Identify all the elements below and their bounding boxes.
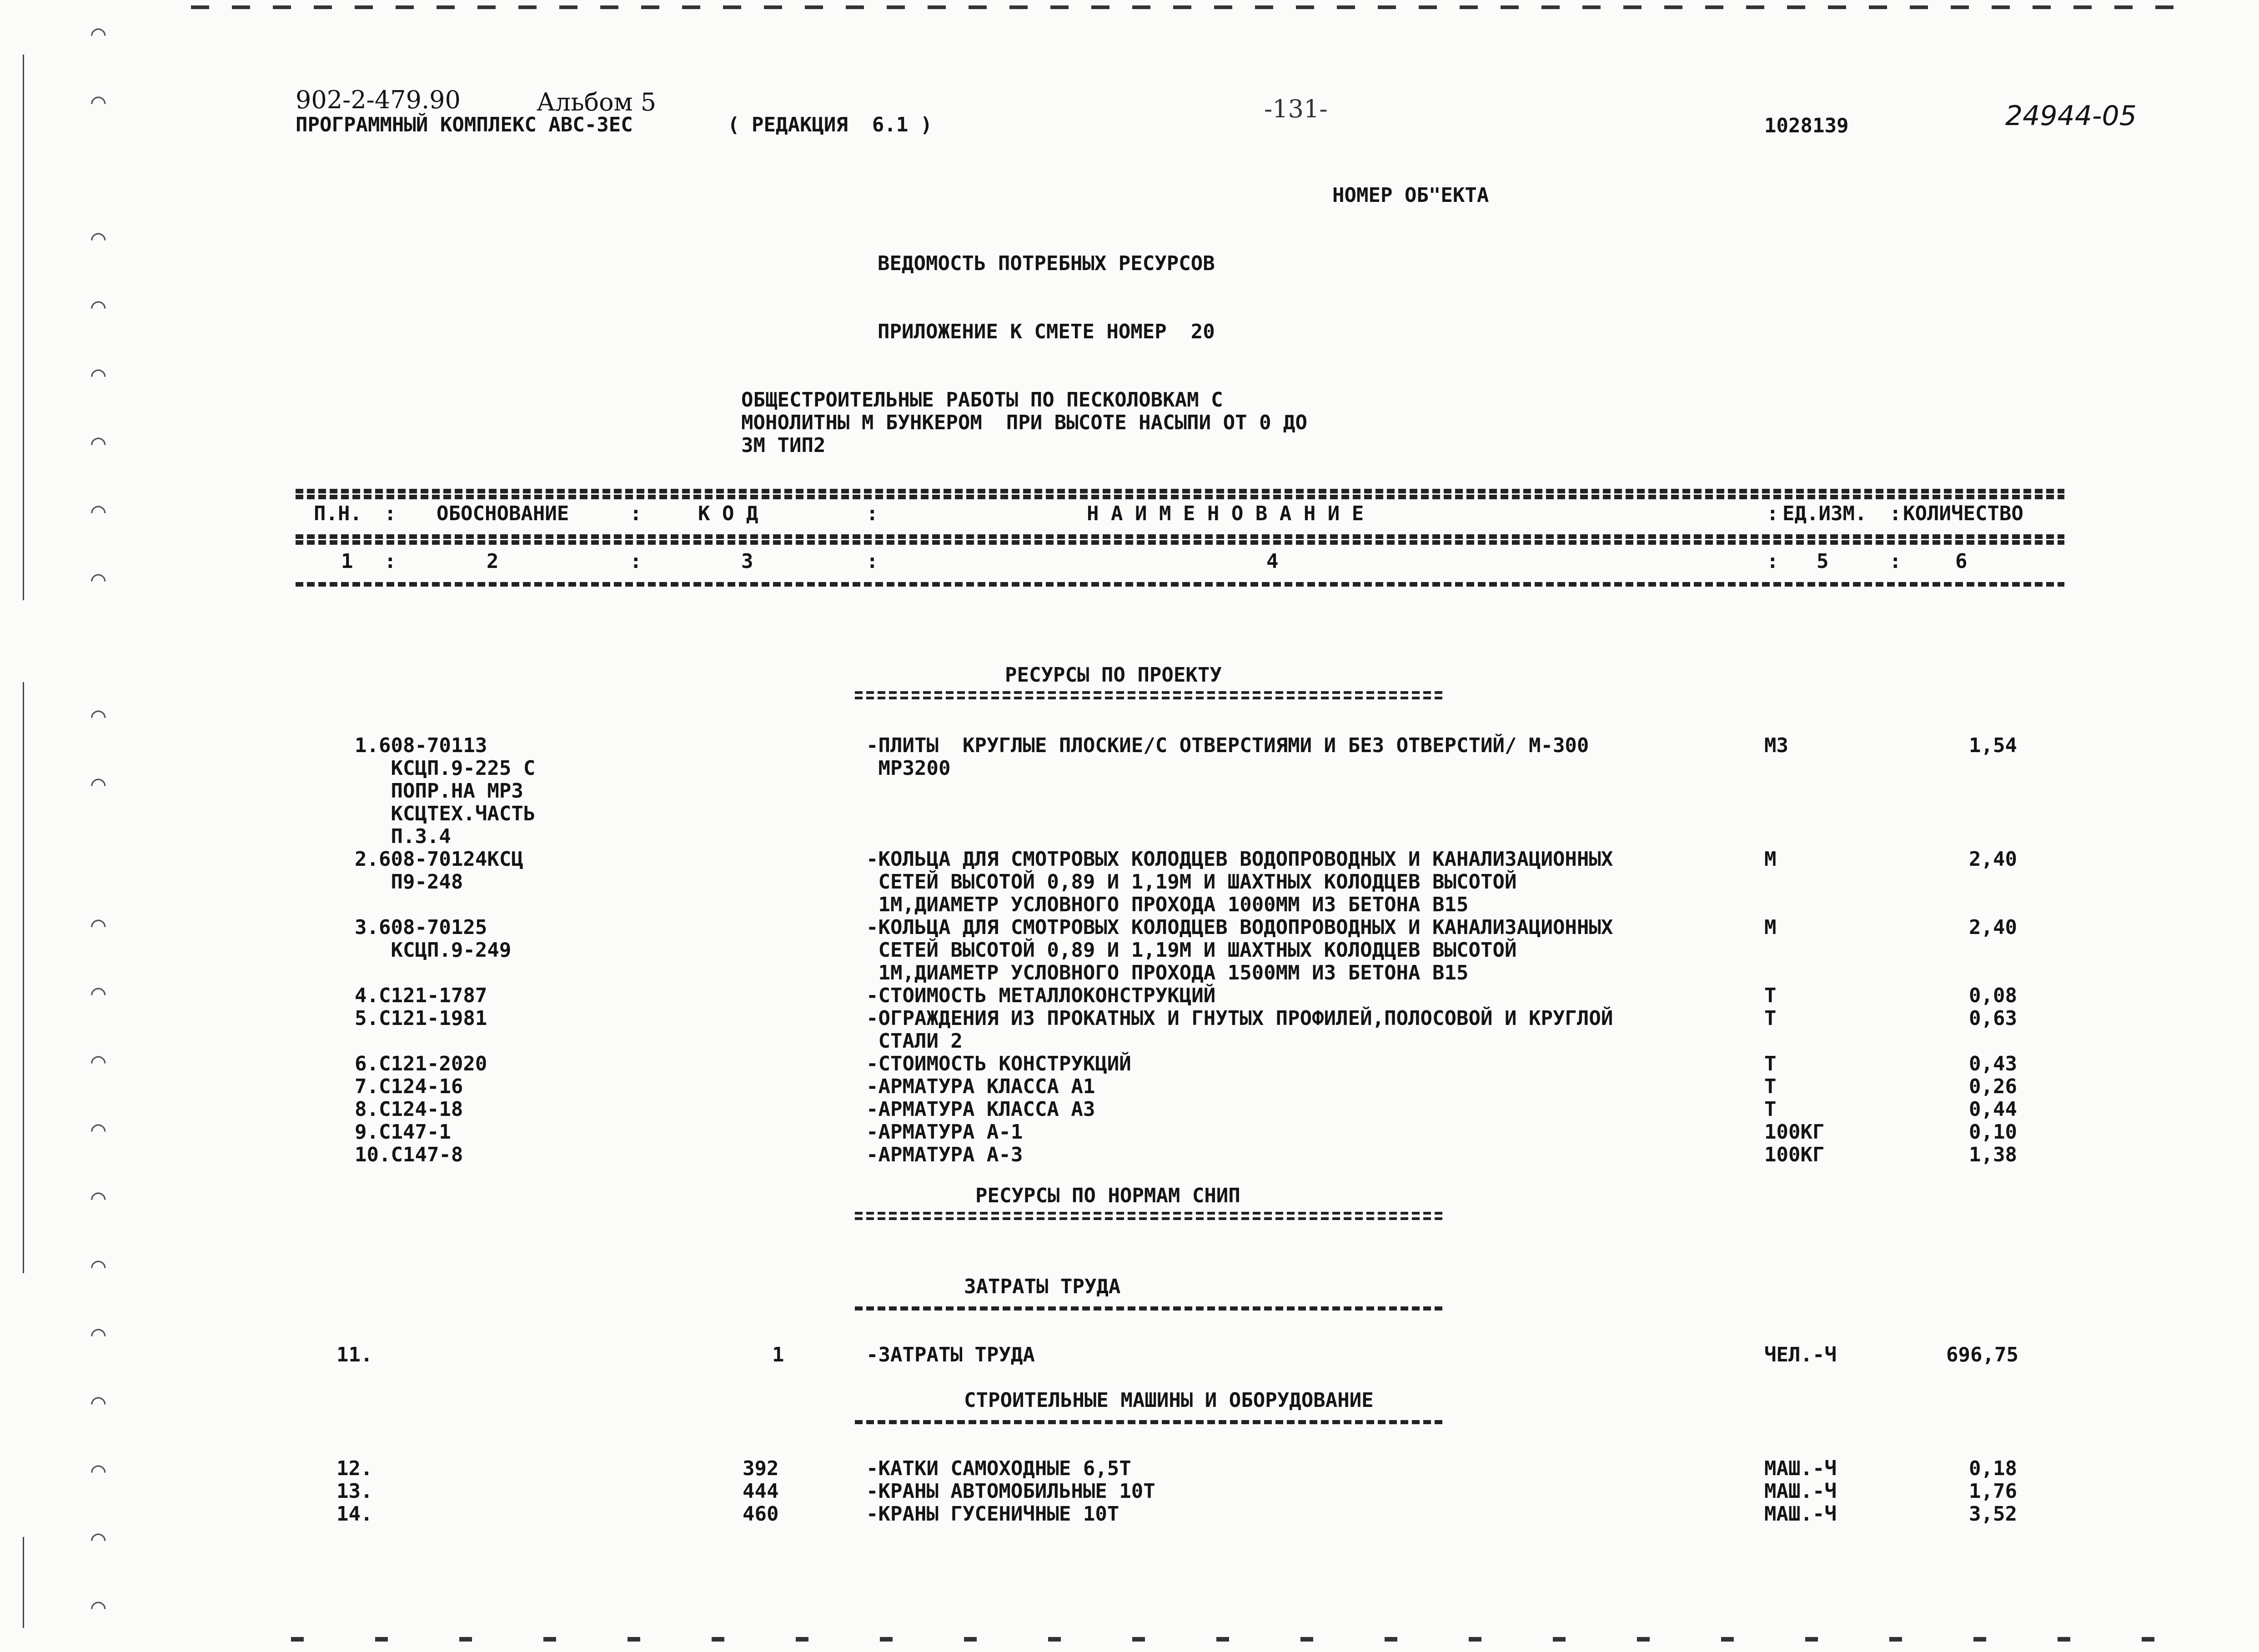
row-code: 392 (743, 1457, 779, 1480)
row-basis: 14. (336, 1502, 373, 1526)
section-underline (855, 1212, 1446, 1220)
col-separator: : (1767, 502, 1779, 525)
work-title-line: МОНОЛИТНЫ М БУНКЕРОМ ПРИ ВЫСОТЕ НАСЫПИ ОТ 0 ДО (741, 411, 1308, 434)
col-separator: : (384, 550, 397, 573)
row-basis: КСЦТЕХ.ЧАСТЬ (355, 802, 536, 825)
row-qty: 1,54 (1969, 734, 2017, 757)
row-basis: 7.С124-16 (355, 1075, 463, 1098)
row-qty: 0,18 (1969, 1457, 2017, 1480)
row-qty: 0,08 (1969, 984, 2017, 1007)
scan-edge-left-lower (23, 682, 24, 1273)
object-number-label: НОМЕР ОБ"ЕКТА (1332, 184, 1489, 207)
row-name: -СТОИМОСТЬ МЕТАЛЛОКОНСТРУКЦИЙ (866, 984, 1216, 1007)
row-basis: 11. (336, 1343, 373, 1366)
row-basis: П9-248 (355, 870, 463, 894)
row-basis: П.3.4 (355, 825, 451, 848)
col-header-code: К О Д (698, 502, 758, 525)
row-basis: 2.608-70124КСЦ (355, 848, 523, 871)
table-rule (296, 534, 2064, 539)
col-number: 6 (1955, 550, 1968, 573)
row-unit: Т (1764, 1052, 1777, 1075)
row-name: -ПЛИТЫ КРУГЛЫЕ ПЛОСКИЕ/С ОТВЕРСТИЯМИ И БЕЗ ОТВЕРСТИЙ/ М-300 (866, 734, 1589, 757)
col-separator: : (1767, 550, 1779, 573)
row-basis: КСЦП.9-225 С (355, 757, 536, 780)
page-stamp: -131- (1264, 95, 1328, 123)
binding-mark: ⌒ (91, 291, 106, 320)
binding-mark: ⌒ (91, 1592, 106, 1620)
section-title-labor: ЗАТРАТЫ ТРУДА (964, 1275, 1121, 1298)
row-basis: КСЦП.9-249 (355, 939, 512, 962)
row-unit: Т (1764, 1007, 1777, 1030)
row-name: -КОЛЬЦА ДЛЯ СМОТРОВЫХ КОЛОДЦЕВ ВОДОПРОВОДНЫХ И КАНАЛИЗАЦИОННЫХ (866, 848, 1613, 871)
binding-mark: ⌒ (91, 1319, 106, 1347)
binding-mark: ⌒ (91, 978, 106, 1006)
row-name: -АРМАТУРА А-3 (866, 1143, 1023, 1166)
row-code: 444 (743, 1480, 779, 1503)
row-name: -ОГРАЖДЕНИЯ ИЗ ПРОКАТНЫХ И ГНУТЫХ ПРОФИЛЕЙ,ПОЛОСОВОЙ И КРУГЛОЙ (866, 1007, 1613, 1030)
row-basis: 6.С121-2020 (355, 1052, 487, 1075)
col-separator: : (866, 550, 878, 573)
row-basis: 13. (336, 1480, 373, 1503)
row-basis: 10.С147-8 (355, 1143, 463, 1166)
row-qty: 0,43 (1969, 1052, 2017, 1075)
section-underline (855, 1306, 1446, 1311)
binding-mark: ⌒ (91, 1523, 106, 1552)
col-separator: : (630, 502, 642, 525)
row-name: -КОЛЬЦА ДЛЯ СМОТРОВЫХ КОЛОДЦЕВ ВОДОПРОВОДНЫХ И КАНАЛИЗАЦИОННЫХ (866, 916, 1613, 939)
row-name: СТАЛИ 2 (866, 1029, 963, 1053)
row-unit: МАШ.-Ч (1764, 1457, 1837, 1480)
col-separator: : (1889, 502, 1902, 525)
scan-edge-left (23, 55, 24, 600)
col-separator: : (384, 502, 397, 525)
col-header-name: Н А И М Е Н О В А Н И Е (1087, 502, 1364, 525)
table-rule (296, 540, 2064, 545)
col-separator: : (1889, 550, 1902, 573)
section-title-project: РЕСУРСЫ ПО ПРОЕКТУ (1005, 663, 1222, 687)
binding-mark: ⌒ (91, 1387, 106, 1416)
row-basis: 4.С121-1787 (355, 984, 487, 1007)
row-qty: 1,76 (1969, 1480, 2017, 1503)
binding-mark: ⌒ (91, 1182, 106, 1211)
row-name: 1М,ДИАМЕТР УСЛОВНОГО ПРОХОДА 1000ММ ИЗ БЕТОНА В15 (866, 893, 1469, 916)
row-unit: Т (1764, 984, 1777, 1007)
row-code: 1 (772, 1343, 784, 1366)
section-title-machines: СТРОИТЕЛЬНЫЕ МАШИНЫ И ОБОРУДОВАНИЕ (964, 1389, 1374, 1412)
album-code: 902-2-479.90 (296, 85, 461, 114)
table-rule (296, 582, 2064, 587)
annex-title: ПРИЛОЖЕНИЕ К СМЕТЕ НОМЕР 20 (878, 320, 1215, 343)
table-rule (296, 495, 2064, 499)
row-unit: 100КГ (1764, 1120, 1825, 1144)
row-name: -КРАНЫ АВТОМОБИЛЬНЫЕ 10Т (866, 1480, 1155, 1503)
col-header-pn: П.Н. (314, 502, 362, 525)
row-name: -АРМАТУРА А-1 (866, 1120, 1023, 1144)
section-title-norms: РЕСУРСЫ ПО НОРМАМ СНИП (975, 1184, 1240, 1207)
binding-mark: ⌒ (91, 86, 106, 115)
row-qty: 3,52 (1969, 1502, 2017, 1526)
col-separator: : (630, 550, 642, 573)
row-qty: 2,40 (1969, 848, 2017, 871)
row-qty: 0,10 (1969, 1120, 2017, 1144)
binding-mark: ⌒ (91, 700, 106, 729)
row-name: -КАТКИ САМОХОДНЫЕ 6,5Т (866, 1457, 1131, 1480)
row-qty: 0,26 (1969, 1075, 2017, 1098)
table-rule (296, 489, 2064, 493)
binding-mark: ⌒ (91, 1455, 106, 1484)
row-name: МР3200 (866, 757, 951, 780)
binding-mark: ⌒ (91, 909, 106, 938)
binding-mark: ⌒ (91, 768, 106, 797)
program-name: ПРОГРАММНЫЙ КОМПЛЕКС АВС-3ЕС (296, 113, 633, 136)
row-name: -АРМАТУРА КЛАССА А1 (866, 1075, 1095, 1098)
scan-edge-bottom (291, 1637, 2155, 1642)
row-qty: 0,63 (1969, 1007, 2017, 1030)
row-basis: 5.С121-1981 (355, 1007, 487, 1030)
row-basis: 12. (336, 1457, 373, 1480)
col-header-unit: ЕД.ИЗМ. (1782, 502, 1867, 525)
row-unit: ЧЕЛ.-Ч (1764, 1343, 1837, 1366)
col-number: 1 (341, 550, 353, 573)
inventory-number: 24944-05 (2005, 100, 2137, 132)
doc-number: 1028139 (1764, 114, 1849, 137)
col-separator: : (866, 502, 878, 525)
row-qty: 0,44 (1969, 1098, 2017, 1121)
col-header-basis: ОБОСНОВАНИЕ (437, 502, 569, 525)
col-header-qty: КОЛИЧЕСТВО (1903, 502, 2023, 525)
row-unit: М3 (1764, 734, 1788, 757)
binding-mark: ⌒ (91, 18, 106, 47)
row-qty: 696,75 (1946, 1343, 2018, 1366)
binding-mark: ⌒ (91, 1114, 106, 1143)
row-qty: 1,38 (1969, 1143, 2017, 1166)
row-name: -КРАНЫ ГУСЕНИЧНЫЕ 10Т (866, 1502, 1119, 1526)
scan-edge-left-bottom (23, 1537, 24, 1628)
row-name: 1М,ДИАМЕТР УСЛОВНОГО ПРОХОДА 1500ММ ИЗ БЕТОНА В15 (866, 961, 1469, 984)
row-unit: Т (1764, 1098, 1777, 1121)
row-unit: МАШ.-Ч (1764, 1480, 1837, 1503)
row-unit: М (1764, 848, 1777, 871)
row-name: -ЗАТРАТЫ ТРУДА (866, 1343, 1035, 1366)
col-number: 3 (741, 550, 753, 573)
row-basis: 9.С147-1 (355, 1120, 451, 1144)
scan-edge-top (191, 5, 2192, 9)
row-basis: ПОПР.НА МР3 (355, 779, 523, 803)
album-name: Альбом 5 (537, 88, 657, 116)
binding-mark: ⌒ (91, 564, 106, 593)
row-basis: 1.608-70113 (355, 734, 487, 757)
work-title-line: ОБЩЕСТРОИТЕЛЬНЫЕ РАБОТЫ ПО ПЕСКОЛОВКАМ С (741, 388, 1223, 412)
work-title-line: 3М ТИП2 (741, 434, 826, 457)
binding-mark: ⌒ (91, 1250, 106, 1279)
row-unit: 100КГ (1764, 1143, 1825, 1166)
row-name: -АРМАТУРА КЛАССА А3 (866, 1098, 1095, 1121)
row-basis: 3.608-70125 (355, 916, 487, 939)
row-basis: 8.С124-18 (355, 1098, 463, 1121)
statement-title: ВЕДОМОСТЬ ПОТРЕБНЫХ РЕСУРСОВ (878, 252, 1215, 275)
binding-mark: ⌒ (91, 359, 106, 388)
binding-mark: ⌒ (91, 1046, 106, 1075)
binding-mark: ⌒ (91, 223, 106, 251)
section-underline (855, 1420, 1446, 1424)
row-code: 460 (743, 1502, 779, 1526)
row-name: СЕТЕЙ ВЫСОТОЙ 0,89 И 1,19М И ШАХТНЫХ КОЛОДЦЕВ ВЫСОТОЙ (866, 870, 1517, 894)
binding-mark: ⌒ (91, 496, 106, 524)
binding-mark: ⌒ (91, 427, 106, 456)
row-unit: М (1764, 916, 1777, 939)
row-unit: МАШ.-Ч (1764, 1502, 1837, 1526)
row-name: -СТОИМОСТЬ КОНСТРУКЦИЙ (866, 1052, 1131, 1075)
section-underline (855, 691, 1446, 699)
row-unit: Т (1764, 1075, 1777, 1098)
row-qty: 2,40 (1969, 916, 2017, 939)
edition: ( РЕДАКЦИЯ 6.1 ) (728, 113, 933, 136)
col-number: 4 (1266, 550, 1279, 573)
col-number: 5 (1817, 550, 1829, 573)
row-name: СЕТЕЙ ВЫСОТОЙ 0,89 И 1,19М И ШАХТНЫХ КОЛОДЦЕВ ВЫСОТОЙ (866, 939, 1517, 962)
col-number: 2 (487, 550, 499, 573)
